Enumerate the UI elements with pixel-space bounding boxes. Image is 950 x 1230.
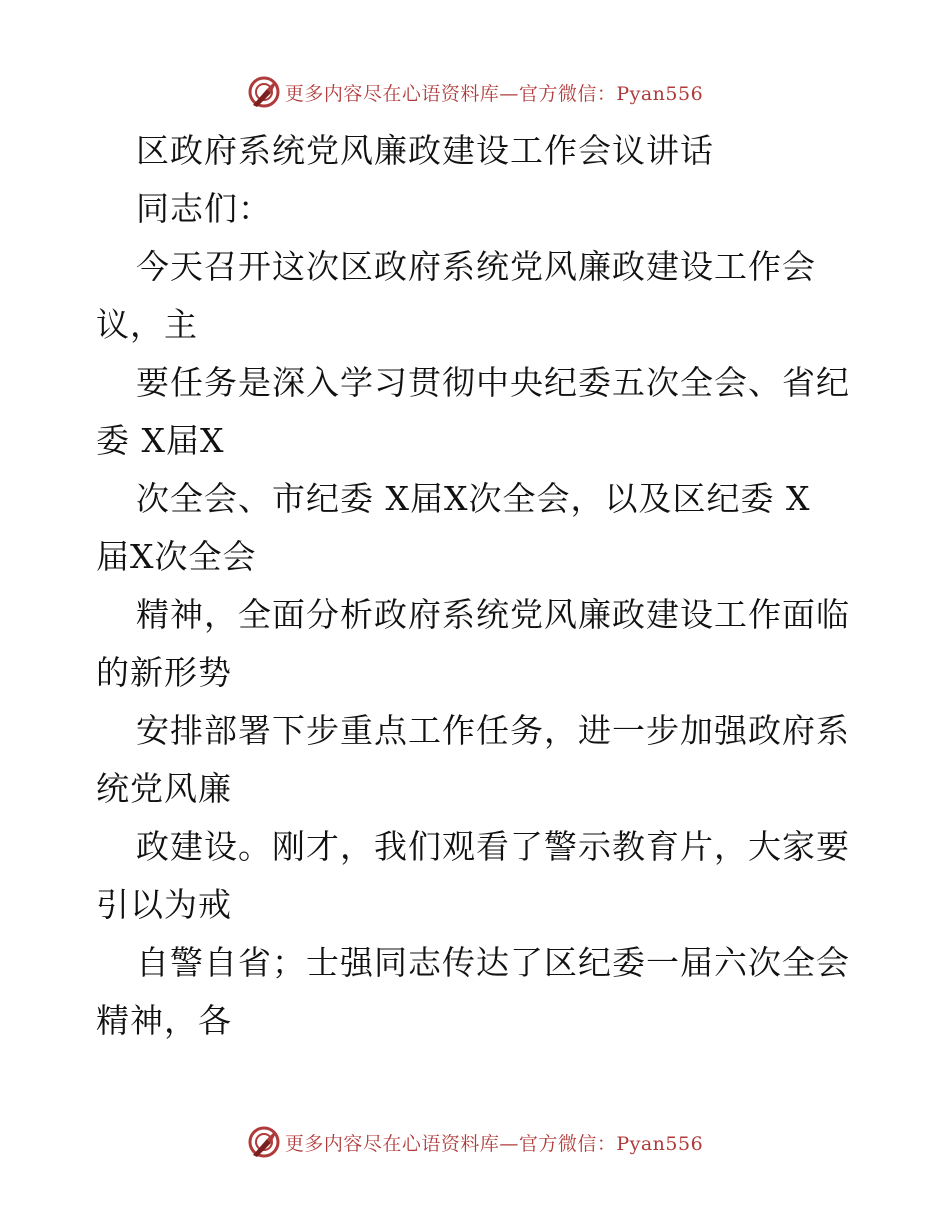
text-line: 引以为戒 [96, 885, 232, 924]
text-line: 精神，全面分析政府系统党风廉政建设工作面临 [136, 595, 850, 634]
pen-logo-icon [247, 1125, 281, 1159]
text-line: 的新形势 [96, 653, 232, 692]
text-line: 今天召开这次区政府系统党风廉政建设工作会 [136, 247, 816, 286]
document-title: 区政府系统党风廉政建设工作会议讲话 [136, 131, 714, 170]
text-line: 要任务是深入学习贯彻中央纪委五次全会、省纪 [136, 363, 850, 402]
text-line: 同志们： [136, 189, 272, 228]
text-line: 自警自省；士强同志传达了区纪委一届六次全会 [136, 943, 850, 982]
header-banner [0, 72, 950, 112]
text-line: 议，主 [96, 305, 198, 344]
footer-banner [0, 1122, 950, 1162]
text-line: 委 X届X [96, 421, 225, 460]
banner-text: 更多内容尽在心语资料库—官方微信：Pyan556 [284, 82, 704, 105]
text-line: 统党风廉 [96, 769, 232, 808]
pen-logo-icon [247, 75, 281, 109]
text-line: 安排部署下步重点工作任务，进一步加强政府系 [136, 711, 850, 750]
document-body [96, 122, 856, 1050]
text-line: 政建设。刚才，我们观看了警示教育片，大家要 [136, 827, 850, 866]
text-line: 精神，各 [96, 1001, 232, 1040]
text-line: 次全会、市纪委 X届X次全会，以及区纪委 X [136, 479, 811, 518]
banner-text: 更多内容尽在心语资料库—官方微信：Pyan556 [284, 1132, 704, 1155]
text-line: 届X次全会 [96, 537, 257, 576]
